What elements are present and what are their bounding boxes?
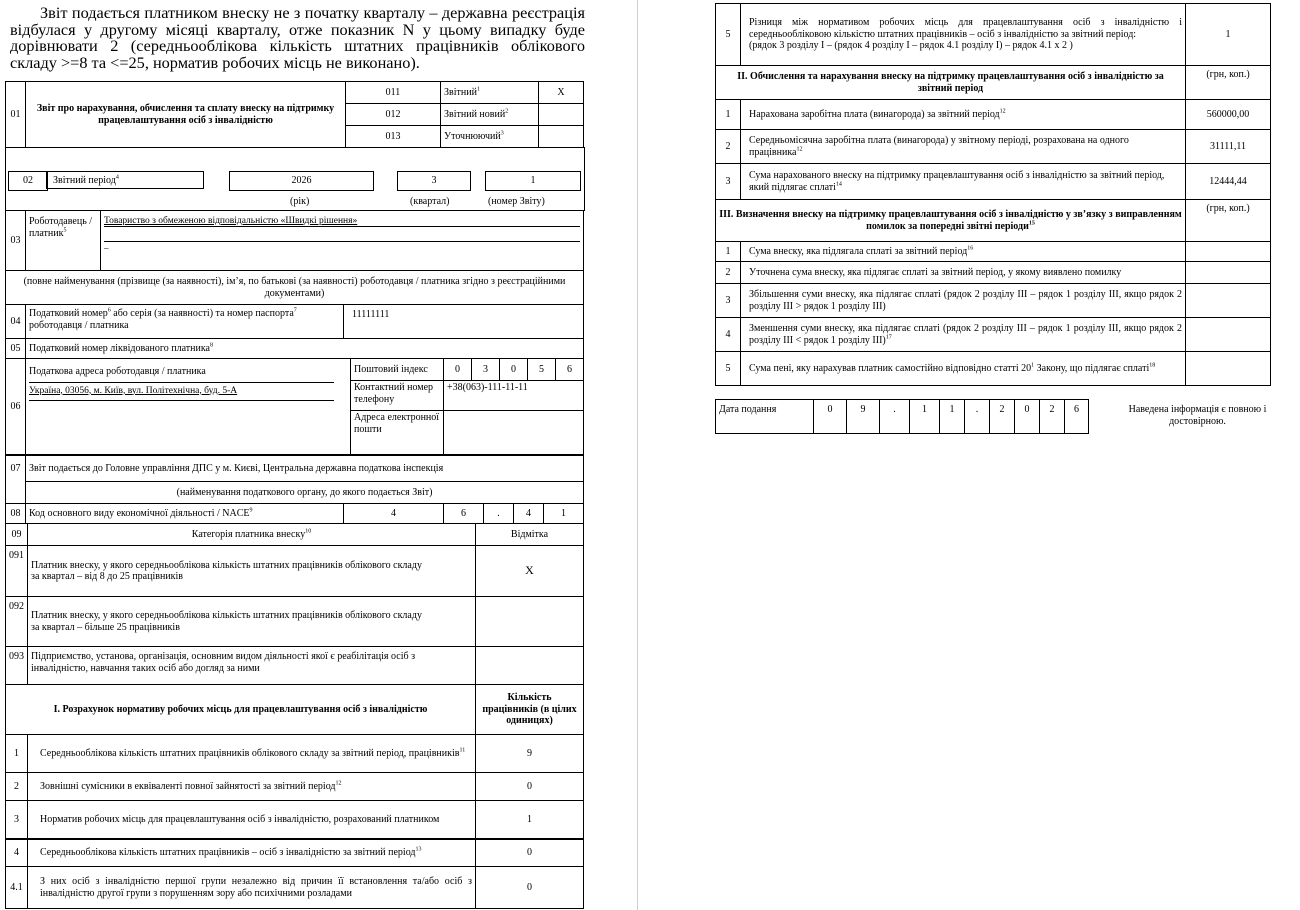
employer-name-cell[interactable]	[101, 211, 584, 271]
period-row-no: 02	[8, 171, 48, 191]
s2-value[interactable]: 12444,44	[1186, 164, 1271, 200]
email-value[interactable]	[444, 411, 584, 455]
tax-id-value[interactable]: 11111111	[352, 309, 390, 320]
s1-text: З них осіб з інвалідністю першої групи незалежно від причин її встановлення та/або осіб з інвалідністю другої групи з порушенням зору або психічними розладами	[28, 867, 476, 909]
type-label-reporting: Звітний$^1$	[441, 82, 539, 104]
postal-digit[interactable]: 0	[500, 359, 528, 381]
type-label-clarifying: Уточнюючий$^3$	[441, 126, 539, 148]
employer-table	[5, 210, 584, 359]
date-digit[interactable]: 2	[1040, 400, 1065, 434]
employer-dash: –	[104, 242, 109, 253]
nace-digit[interactable]: 6	[444, 504, 484, 524]
submission-note: Наведена інформація є повною і достовірною.	[1128, 404, 1267, 427]
s3-value[interactable]	[1186, 318, 1271, 352]
date-digit[interactable]: 9	[847, 400, 880, 434]
row-no: 01	[6, 82, 26, 148]
s3-value[interactable]	[1186, 352, 1271, 386]
date-digit: .	[880, 400, 910, 434]
s3-text: Збільшення суми внеску, яка підлягає сплаті (рядок 2 розділу III – рядок 1 розділу III, якщо рядок 2 розділу III > рядок 1 розділу III)	[741, 284, 1186, 318]
intro-paragraph: Звіт подається платником внеску не з початку кварталу – державна реєстрація відбулася у другому місяці кварталу, отже показник N у цьому випадку буде дорівнювати 2 (середньооблікова кількість штатних працівників облікового складу >=8 та <=25, норматив робочих місць не виконано).	[10, 3, 585, 72]
right-table	[715, 3, 1271, 386]
s3-text: Сума внеску, яка підлягала сплаті за звітний період$^{16}$	[741, 242, 1186, 262]
section3-unit: (грн, коп.)	[1186, 200, 1271, 242]
category-text: Платник внеску, у якого середньооблікова кількість штатних працівників облікового складу за квартал – від 8 до 25 працівників	[28, 546, 476, 597]
address-label: Податкова адреса роботодавця / платника	[29, 366, 206, 377]
type-code: 011	[346, 82, 441, 104]
date-digit[interactable]: 0	[1015, 400, 1040, 434]
postal-label: Поштовий індекс	[351, 359, 444, 381]
page-right	[700, 0, 1300, 910]
office-table	[5, 455, 584, 524]
postal-digit[interactable]: 3	[472, 359, 500, 381]
category-no: 092	[6, 597, 28, 647]
s2-text: Середньомісячна заробітна плата (винагорода) у звітному періоді, розрахована на одного працівника$^{12}$	[741, 130, 1186, 164]
address-value: Україна, 03056, м. Київ, вул. Політехнічна, буд. 5-А	[29, 385, 238, 396]
type-code: 013	[346, 126, 441, 148]
s3-no: 4	[716, 318, 741, 352]
address-cell[interactable]	[26, 359, 351, 455]
s3-value[interactable]	[1186, 262, 1271, 284]
s1-no: 2	[6, 773, 28, 801]
s2-text: Нарахована заробітна плата (винагорода) за звітний період$^{12}$	[741, 100, 1186, 130]
s2-value[interactable]: 31111,11	[1186, 130, 1271, 164]
nace-digit: .	[484, 504, 514, 524]
mark-header: Відмітка	[476, 524, 584, 546]
s1-no: 4.1	[6, 867, 28, 909]
period-label: Звітний період$^4$	[46, 171, 204, 189]
period-report-no[interactable]: 1	[485, 171, 581, 191]
s1-text: Зовнішні сумісники в еквіваленті повної зайнятості за звітний період$^{12}$	[28, 773, 476, 801]
s3-no: 2	[716, 262, 741, 284]
tax-id-label: Податковий номер$^6$ або серія (за наявності) та номер паспорта$^7$ роботодавця / платника	[26, 305, 344, 338]
type-mark-reporting[interactable]: X	[539, 82, 584, 104]
quarter-caption: (квартал)	[410, 196, 450, 207]
report-title: Звіт про нарахування, обчислення та сплату внеску на підтримку працевлаштування осіб з інвалідністю	[26, 82, 346, 148]
nace-label: Код основного виду економічної діяльності / NACE$^9$	[26, 504, 344, 524]
office-text: Звіт подається до Головне управління ДПС у м. Києві, Центральна державна податкова інспекція	[26, 456, 584, 482]
employer-name: Товариство з обмеженою відповідальністю «Швидкі рішення»	[104, 216, 358, 226]
type-mark-clarifying[interactable]	[539, 126, 584, 148]
type-code: 012	[346, 104, 441, 126]
category-label: Категорія платника внеску$^{10}$	[28, 524, 476, 546]
s1-text: Середньооблікова кількість штатних працівників – осіб з інвалідністю за звітний період$^{13}$	[28, 839, 476, 867]
s2-no: 3	[716, 164, 741, 200]
postal-digit[interactable]: 5	[528, 359, 556, 381]
s2-value[interactable]: 560000,00	[1186, 100, 1271, 130]
year-caption: (рік)	[290, 196, 310, 207]
type-mark-new[interactable]	[539, 104, 584, 126]
date-digit[interactable]: 2	[990, 400, 1015, 434]
type-label-new: Звітний новий$^2$	[441, 104, 539, 126]
s2-no: 1	[716, 100, 741, 130]
s1-value[interactable]: 1	[476, 801, 584, 839]
category-text: Платник внеску, у якого середньооблікова кількість штатних працівників облікового складу за квартал – більше 25 працівників	[28, 597, 476, 647]
postal-digit[interactable]: 6	[556, 359, 584, 381]
category-mark[interactable]	[476, 647, 584, 685]
address-row-no: 06	[6, 359, 26, 455]
category-no: 091	[6, 546, 28, 597]
office-row-no: 07	[6, 456, 26, 482]
s3-value[interactable]	[1186, 284, 1271, 318]
nace-digit[interactable]: 4	[514, 504, 544, 524]
s1-text: Норматив робочих місць для працевлаштування осіб з інвалідністю, розрахований платником	[28, 801, 476, 839]
s3-value[interactable]	[1186, 242, 1271, 262]
section2-unit: (грн, коп.)	[1186, 66, 1271, 100]
address-table	[5, 358, 584, 455]
s1-text: Середньооблікова кількість штатних працівників облікового складу за звітний період, працівників$^{11}$	[28, 735, 476, 773]
header-table	[5, 81, 584, 148]
s1-no: 5	[716, 4, 741, 66]
s3-text: Зменшення суми внеску, яка підлягає сплаті (рядок 2 розділу III – рядок 1 розділу III, якщо рядок 2 розділу III < рядок 1 розділу III)$^{17}$	[741, 318, 1186, 352]
page-separator	[637, 0, 638, 910]
nace-digit[interactable]: 1	[544, 504, 584, 524]
period-quarter[interactable]: 3	[397, 171, 471, 191]
phone-value[interactable]: +38(063)-111-11-11	[444, 381, 584, 411]
s1-text: Різниця між нормативом робочих місць для працевлаштування осіб з інвалідністю і середньообліковою кількістю штатних працівників – осіб з інвалідністю за звітний період: (рядок 3 розділу I – (рядок 4 розділу I – рядок 4.1 розділу I) – рядок 4.1 х 2 )	[741, 4, 1186, 66]
email-label: Адреса електронної пошти	[351, 411, 444, 455]
s1-value[interactable]: 0	[476, 773, 584, 801]
s3-no: 3	[716, 284, 741, 318]
section2-title: II. Обчислення та нарахування внеску на підтримку працевлаштування осіб з інвалідністю за звітний період	[716, 66, 1186, 100]
category-row-no: 09	[6, 524, 28, 546]
liquidated-row-no: 05	[6, 339, 26, 359]
liquidated-label: Податковий номер ліквідованого платника$^8$	[26, 339, 584, 359]
s3-text: Сума пені, яку нарахував платник самостійно відповідно статті $20^1$ Закону, що підлягає сплаті$^{18}$	[741, 352, 1186, 386]
s3-text: Уточнена сума внеску, яка підлягає сплаті за звітний період, у якому виявлено помилку	[741, 262, 1186, 284]
date-digit: .	[965, 400, 990, 434]
s1-value[interactable]: 0	[476, 867, 584, 909]
category-text: Підприємство, установа, організація, основним видом діяльності якої є реабілітація осіб з інвалідністю, навчання таких осіб або догляд за ними	[28, 647, 476, 685]
s1-no: 4	[6, 839, 28, 867]
section1-title: I. Розрахунок нормативу робочих місць для працевлаштування осіб з інвалідністю	[6, 685, 476, 735]
submission-table	[715, 399, 1089, 434]
employer-row-no: 03	[6, 211, 26, 271]
page-left	[0, 0, 600, 910]
section1-count-header: Кількість працівників (в цілих одиницях)	[476, 685, 584, 735]
submission-label: Дата подання	[716, 400, 814, 434]
category-table	[5, 523, 584, 909]
s3-no: 1	[716, 242, 741, 262]
s1-no: 1	[6, 735, 28, 773]
employer-caption: (повне найменування (прізвище (за наявності), ім’я, по батькові (за наявності) роботодавця / платника згідно з реєстраційними документами)	[6, 271, 584, 305]
tax-id-cell	[26, 305, 584, 339]
s2-text: Сума нарахованого внеску на підтримку працевлаштування осіб з інвалідністю за звітний період, який підлягає сплаті$^{14}$	[741, 164, 1186, 200]
postal-digit[interactable]: 0	[444, 359, 472, 381]
s1-value[interactable]: 1	[1186, 4, 1271, 66]
s2-no: 2	[716, 130, 741, 164]
nace-row-no: 08	[6, 504, 26, 524]
report-caption: (номер Звіту)	[488, 196, 545, 207]
category-mark[interactable]: X	[476, 546, 584, 597]
category-no: 093	[6, 647, 28, 685]
section3-title: III. Визначення внеску на підтримку працевлаштування осіб з інвалідністю у зв’язку з виправленням помилок за попередні звітні періоди$^{15}$	[716, 200, 1186, 242]
s1-value[interactable]: 0	[476, 839, 584, 867]
date-digit[interactable]: 0	[814, 400, 847, 434]
tax-id-row-no: 04	[6, 305, 26, 339]
date-digit[interactable]: 1	[910, 400, 940, 434]
s3-no: 5	[716, 352, 741, 386]
s1-value[interactable]: 9	[476, 735, 584, 773]
category-mark[interactable]	[476, 597, 584, 647]
phone-label: Контактний номер телефону	[351, 381, 444, 411]
date-digit[interactable]: 6	[1065, 400, 1089, 434]
s1-no: 3	[6, 801, 28, 839]
nace-digit[interactable]: 4	[344, 504, 444, 524]
date-digit[interactable]: 1	[940, 400, 965, 434]
office-caption: (найменування податкового органу, до якого подається Звіт)	[26, 482, 584, 504]
period-year[interactable]: 2026	[229, 171, 374, 191]
employer-label: Роботодавець / платник$^5$	[26, 211, 101, 271]
